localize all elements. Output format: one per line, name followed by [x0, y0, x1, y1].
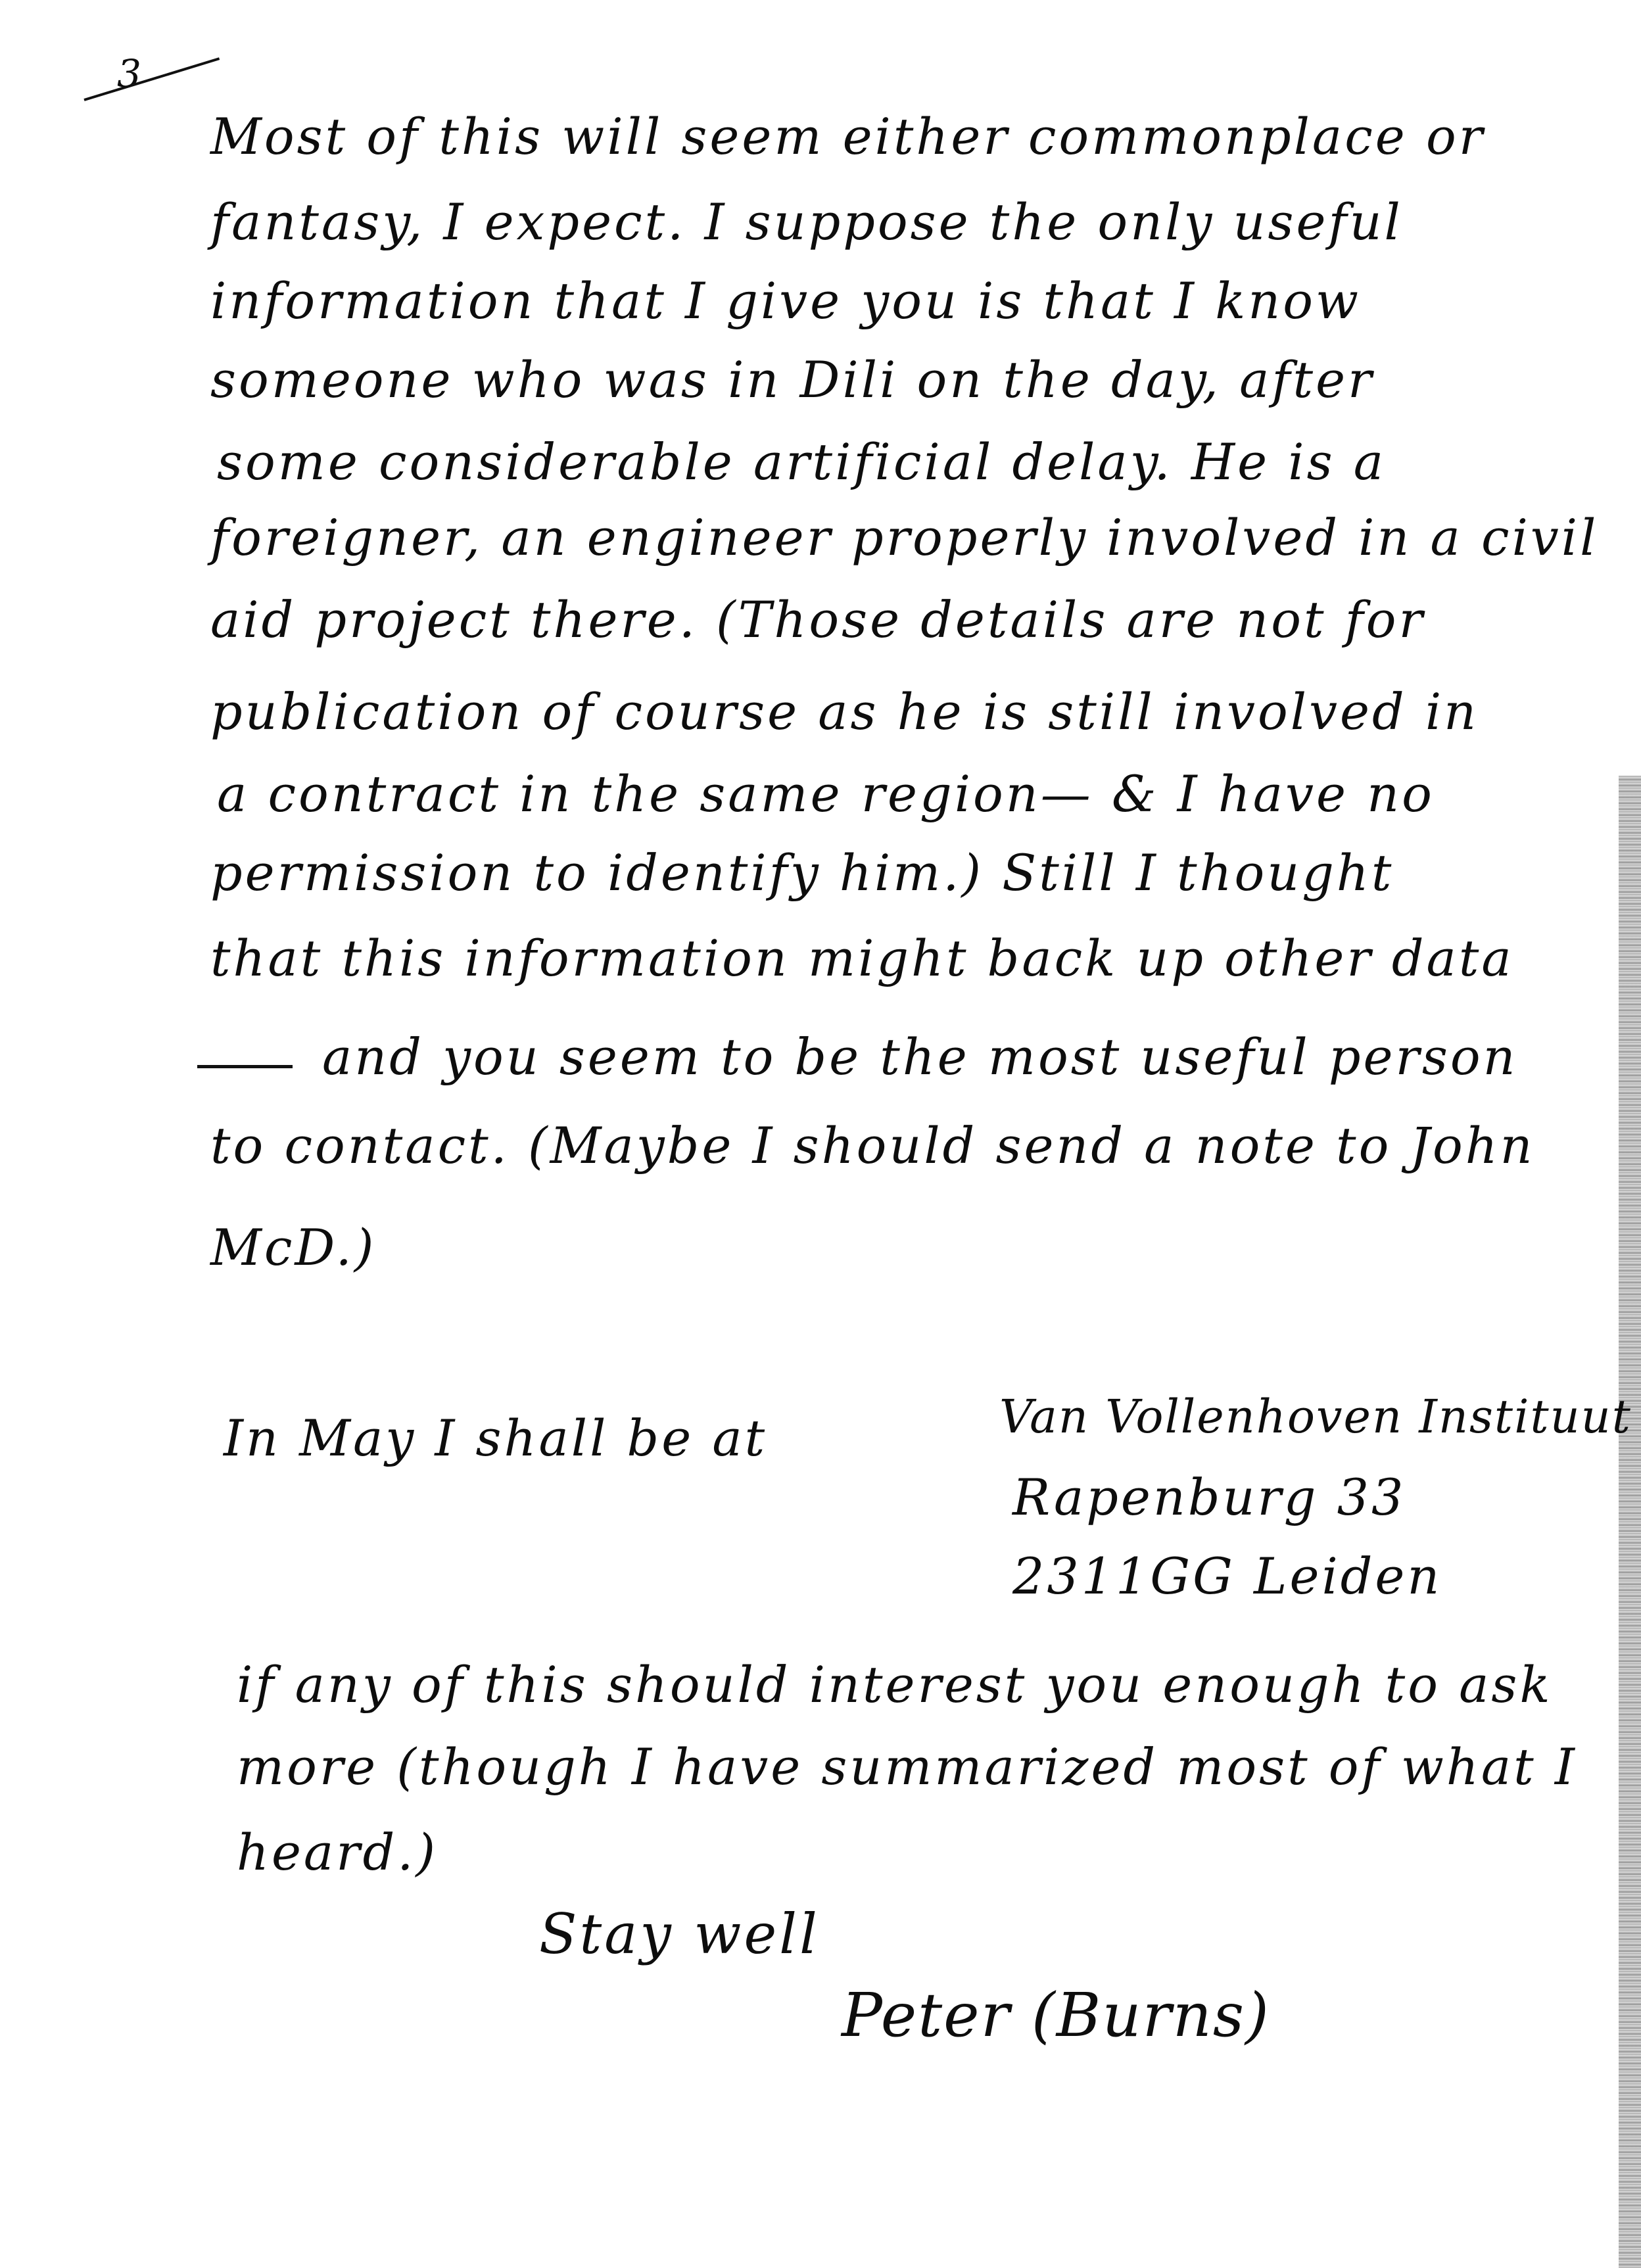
closing-line: heard.) — [237, 1823, 439, 1881]
page-number: 3 — [117, 51, 141, 96]
body-line: some considerable artificial delay. He is a — [217, 433, 1387, 491]
page-number-stroke — [83, 57, 220, 101]
signature: Peter (Burns) — [842, 1980, 1270, 2050]
address-intro: In May I shall be at — [224, 1409, 768, 1467]
body-line: permission to identify him.) Still I thought — [210, 843, 1394, 902]
body-line: to contact. (Maybe I should send a note to John — [210, 1116, 1535, 1175]
dash-mark — [197, 1065, 293, 1068]
body-line: and you seem to be the most useful person — [322, 1028, 1518, 1086]
closing-line: more (though I have summarized most of what I — [237, 1737, 1577, 1796]
body-line: that this information might back up other data — [210, 929, 1514, 987]
closing-line: if any of this should interest you enough to ask — [237, 1655, 1553, 1714]
body-line: Most of this will seem either commonplace or — [210, 107, 1486, 166]
body-line: aid project there. (Those details are not for — [210, 590, 1425, 649]
body-line: McD.) — [210, 1218, 377, 1277]
address-line-city: 2311GG Leiden — [1012, 1547, 1442, 1605]
body-line: a contract in the same region— & I have no — [217, 765, 1435, 823]
address-line-institute: Van Vollenhoven Instituut — [999, 1390, 1632, 1444]
body-line: someone who was in Dili on the day, after — [210, 350, 1375, 409]
body-line: publication of course as he is still involved in — [210, 682, 1479, 741]
body-line: information that I give you is that I know — [210, 272, 1362, 330]
sign-off: Stay well — [539, 1902, 820, 1966]
address-line-street: Rapenburg 33 — [1012, 1468, 1406, 1526]
scan-edge-shadow — [1619, 776, 1641, 2268]
body-line: foreigner, an engineer properly involved in a civil — [210, 508, 1599, 567]
body-line: fantasy, I expect. I suppose the only useful — [210, 193, 1403, 251]
